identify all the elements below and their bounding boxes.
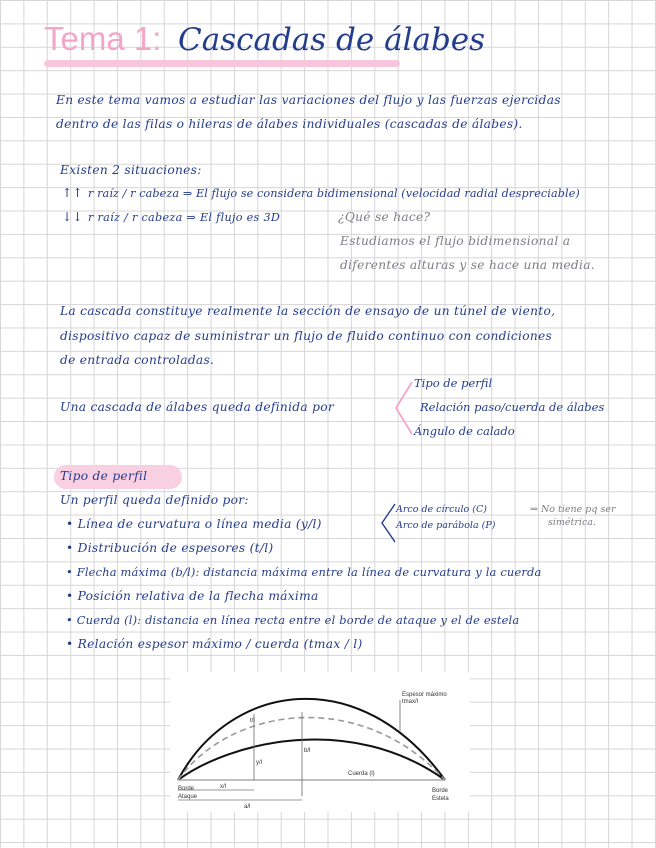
profile-item-4: • Posición relativa de la flecha máxima — [66, 589, 319, 603]
profile-heading: Tipo de perfil — [60, 469, 148, 483]
cascade-line-2: dispositivo capaz de suministrar un flujo de fluido continuo con condiciones — [60, 329, 553, 343]
profile-item-6: • Relación espesor máximo / cuerda (tmax / l) — [66, 637, 363, 651]
profile-item-3: • Flecha máxima (b/l): distancia máxima entre la línea de curvatura y la cuerda — [66, 565, 542, 579]
title-number: Tema 1: — [44, 20, 162, 57]
cascade-defined-by: Una cascada de álabes queda definida por — [60, 400, 334, 414]
label-xl: x/l — [220, 784, 226, 790]
profile-intro: Un perfil queda definido por: — [60, 493, 249, 507]
label-leading-1: Borde — [178, 786, 195, 792]
arc-option-parabola: Arco de parábola (P) — [396, 520, 496, 531]
profile-item-5: • Cuerda (l): distancia en línea recta entre el borde de ataque y el de estela — [66, 613, 520, 627]
label-trailing-2: Estela — [432, 796, 449, 802]
label-thickness-2: tmax/l — [402, 699, 419, 705]
intro-line-2: dentro de las filas o hileras de álabes individuales (cascadas de álabes). — [56, 117, 523, 131]
profile-item-2: • Distribución de espesores (t/l) — [66, 541, 274, 555]
profile-item-1: • Línea de curvatura o línea media (y/l) — [66, 517, 322, 531]
situation-1-text: r raíz / r cabeza ⇒ El flujo se considera bidimensional (velocidad radial despreciable) — [88, 187, 580, 200]
situation-note-2: diferentes alturas y se hace una media. — [340, 258, 595, 272]
situation-question: ¿Qué se hace? — [338, 210, 431, 224]
arc-option-circle: Arco de círculo (C) — [396, 504, 487, 515]
situations-heading: Existen 2 situaciones: — [60, 163, 202, 177]
label-trailing-1: Borde — [432, 788, 449, 794]
label-yl: y/l — [256, 760, 262, 766]
title-underline — [44, 60, 400, 67]
cascade-option-1: Tipo de perfil — [414, 376, 493, 390]
situation-note-1: Estudiamos el flujo bidimensional a — [340, 234, 571, 248]
brace-arc-icon — [378, 502, 398, 544]
intro-line-1: En este tema vamos a estudiar las variaciones del flujo y las fuerzas ejercidas — [56, 93, 561, 107]
title-text: Cascadas de álabes — [178, 22, 486, 58]
situation-2-text: r raíz / r cabeza ⇒ El flujo es 3D — [88, 211, 281, 224]
cascade-line-1: La cascada constituye realmente la sección de ensayo de un túnel de viento, — [60, 304, 556, 318]
label-chord: Cuerda (l) — [348, 771, 375, 777]
label-tl: t/l — [250, 718, 255, 724]
label-bl: b/l — [304, 748, 311, 754]
cascade-line-3: de entrada controladas. — [60, 353, 215, 367]
label-al: a/l — [244, 804, 251, 810]
situation-1-symbol: ↑↑ — [62, 186, 84, 200]
airfoil-diagram — [170, 672, 470, 812]
arc-note-1: ⇒ No tiene pq ser — [530, 504, 616, 515]
arc-note-2: simétrica. — [548, 517, 596, 528]
brace-left-icon — [392, 380, 416, 438]
label-leading-2: Ataque — [178, 794, 198, 800]
label-thickness-1: Espesor máximo — [402, 692, 447, 698]
cascade-option-2: Relación paso/cuerda de álabes — [420, 400, 605, 414]
situation-2-symbol: ↓↓ — [62, 210, 84, 224]
cascade-option-3: Ángulo de calado — [414, 424, 515, 438]
